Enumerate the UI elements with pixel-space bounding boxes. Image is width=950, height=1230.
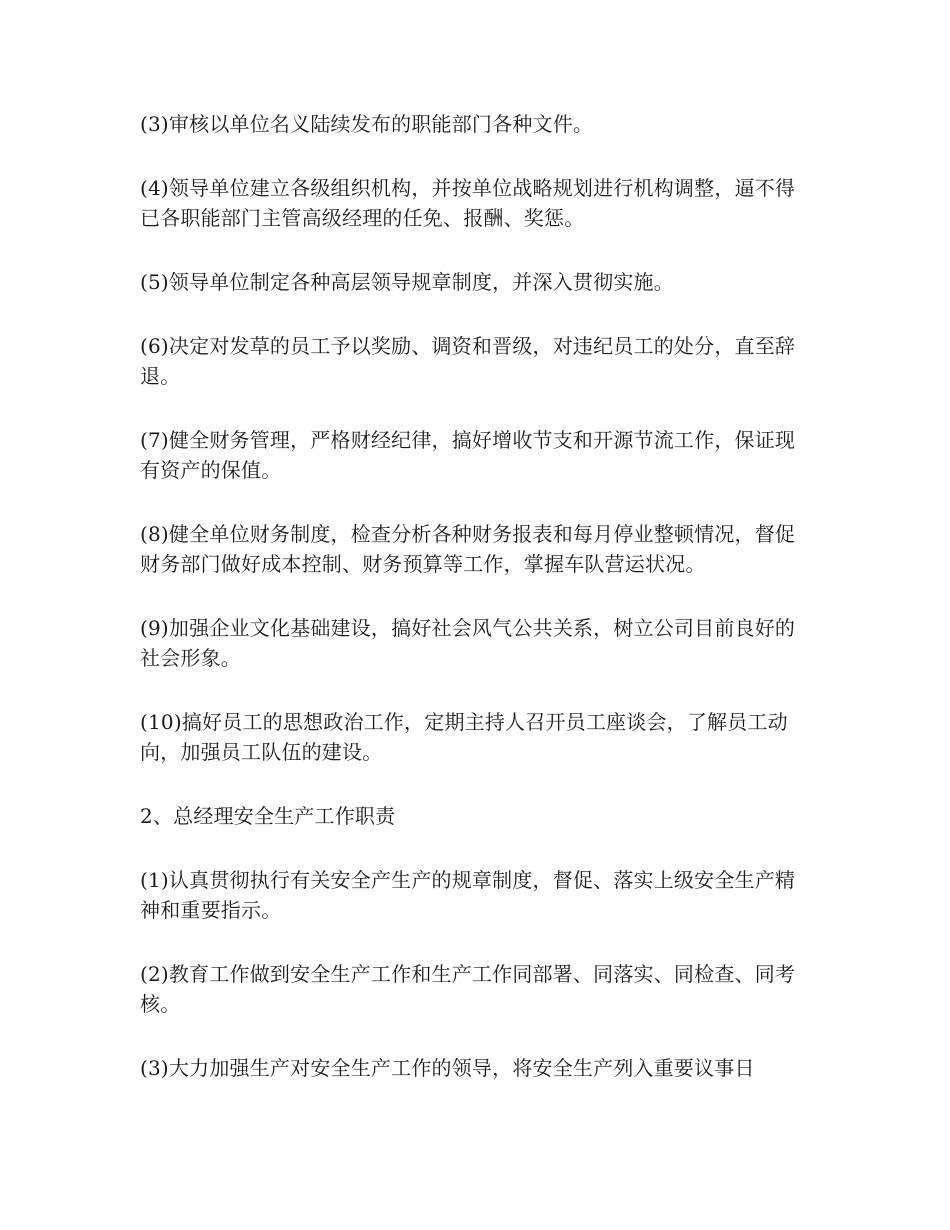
paragraph-10-staff: (10)搞好员工的思想政治工作，定期主持人召开员工座谈会，了解员工动向，加强员工队伍的建设。 [140, 710, 788, 764]
paragraph-9-culture: (9)加强企业文化基础建设，搞好社会风气公共关系，树立公司目前良好的社会形象。 [140, 616, 796, 670]
paragraph-8-financial-system: (8)健全单位财务制度，检查分析各种财务报表和每月停业整顿情况，督促财务部门做好成本控制、财务预算等工作，掌握车队营运状况。 [140, 522, 796, 576]
paragraph-7-finance: (7)健全财务管理，严格财经纪律，搞好增收节支和开源节流工作，保证现有资产的保值。 [140, 428, 796, 482]
paragraph-3-safety-leadership: (3)大力加强生产对安全生产工作的领导，将安全生产列入重要议事日 [140, 1056, 755, 1080]
document-body [140, 109, 810, 1117]
paragraph-5-regulations: (5)领导单位制定各种高层领导规章制度，并深入贯彻实施。 [140, 270, 674, 294]
paragraph-2-safety-education: (2)教育工作做到安全生产工作和生产工作同部署、同落实、同检查、同考核。 [140, 962, 796, 1016]
paragraph-3-review-documents: (3)审核以单位名义陆续发布的职能部门各种文件。 [140, 112, 594, 136]
paragraph-4-organization: (4)领导单位建立各级组织机构，并按单位战略规划进行机构调整，逼不得已各职能部门主管高级经理的任免、报酬、奖惩。 [140, 176, 796, 230]
paragraph-1-safety-rules: (1)认真贯彻执行有关安全产生产的规章制度，督促、落实上级安全生产精神和重要指示。 [140, 868, 796, 922]
paragraph-6-rewards: (6)决定对发草的员工予以奖励、调资和晋级，对违纪员工的处分，直至辞退。 [140, 334, 796, 388]
section-heading-safety-duties: 2、总经理安全生产工作职责 [140, 804, 396, 828]
